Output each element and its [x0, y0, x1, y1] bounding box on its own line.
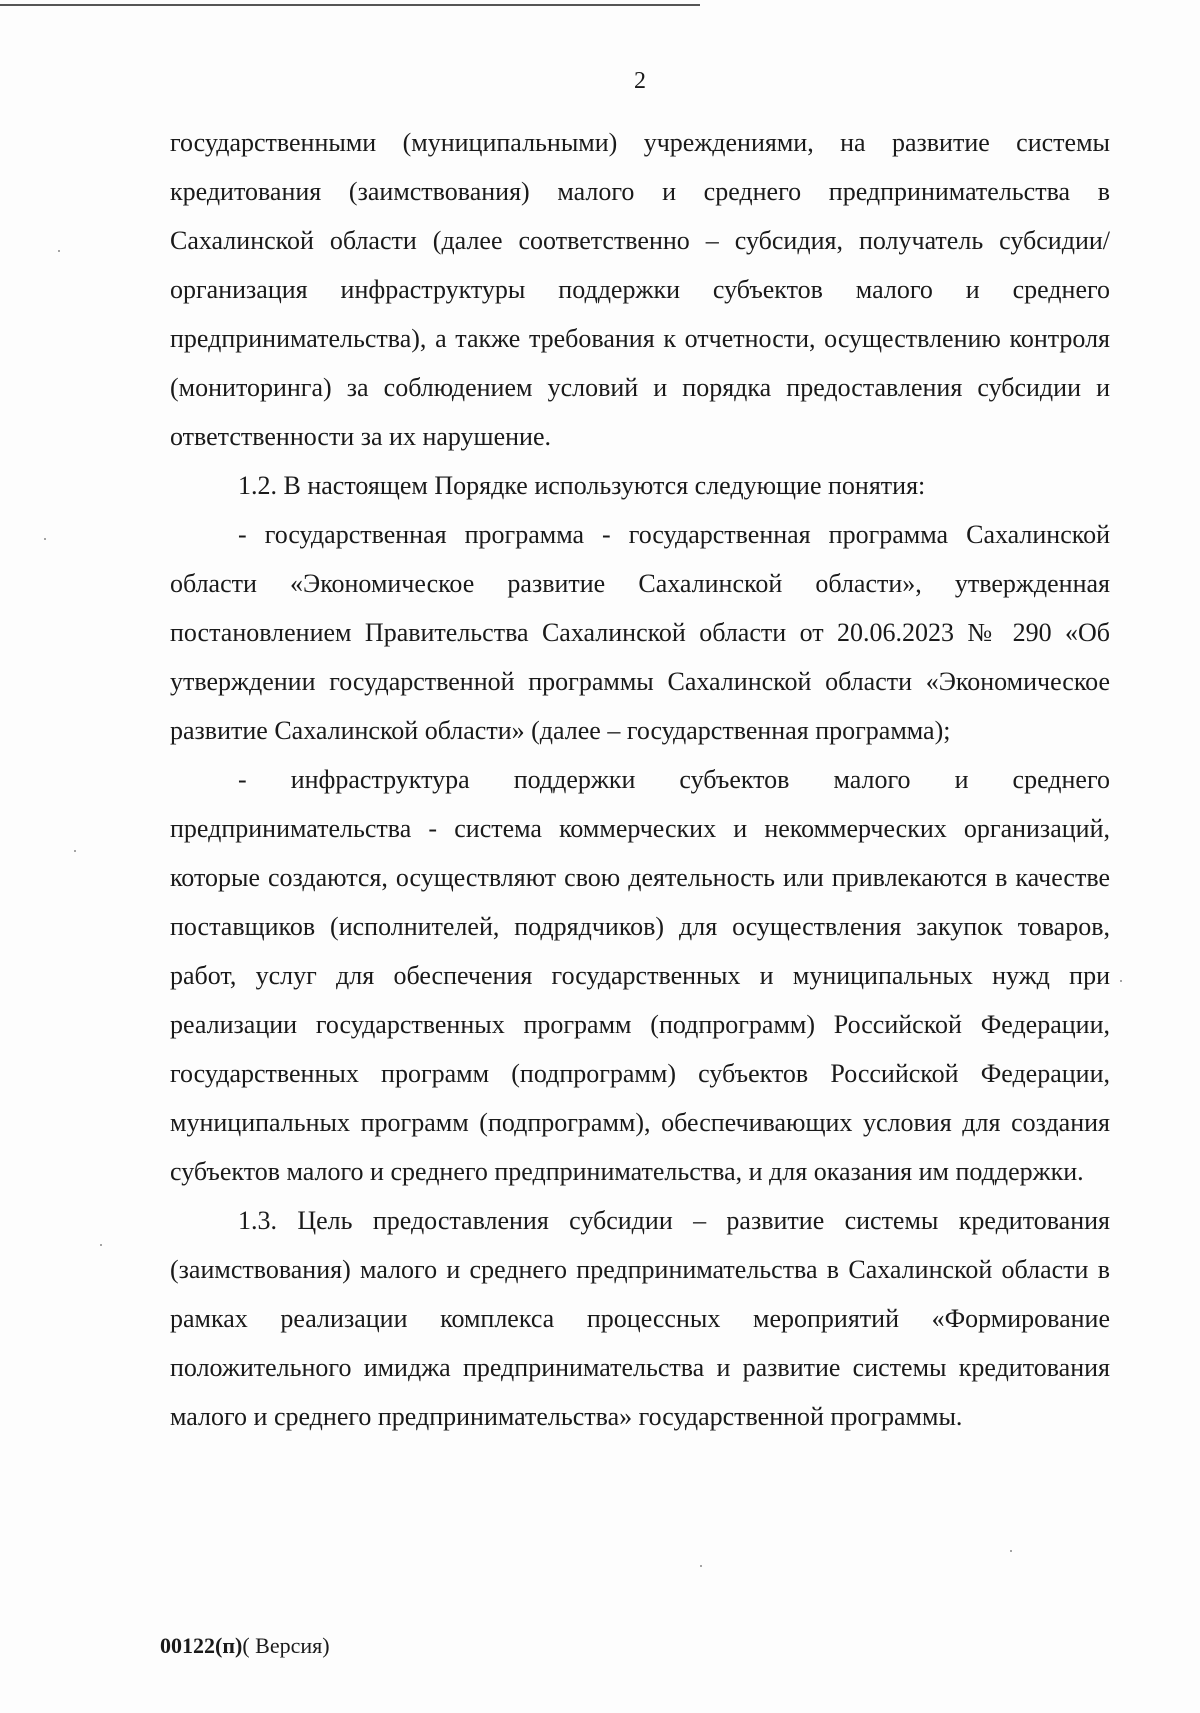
- paragraph-clause-1-2: 1.2. В настоящем Порядке используются следующие понятия:: [238, 471, 926, 500]
- scan-speck: [74, 850, 76, 852]
- paragraph-clause-1-3: 1.3. Цель предоставления субсидии – развитие системы кредитования (заимствования) малого и среднего предпринимательства в Сахалинской области в рамках реализации комплекса процессных мероприятий «Формирование положительного имиджа предпринимательства и развитие системы кредитования малого и среднего предпринимательства» государственной программы.: [170, 1206, 1110, 1431]
- scan-speck: [58, 250, 60, 252]
- document-version: ( Версия): [242, 1633, 330, 1658]
- paragraph-definition-state-program: - государственная программа - государственная программа Сахалинской области «Экономическое развитие Сахалинской области», утвержденная постановлением Правительства Сахалинской области от 20.06.2023 № 290 «Об утверждении государственной программы Сахалинской области «Экономическое развитие Сахалинской области» (далее – государственная программа);: [170, 520, 1110, 745]
- page-number: 2: [634, 68, 646, 94]
- document-footer: [160, 1632, 330, 1660]
- paragraph-continuation: государственными (муниципальными) учреждениями, на развитие системы кредитования (заимствования) малого и среднего предпринимательства в Сахалинской области (далее соответственно – субсидия, получатель субсидии/организация инфраструктуры поддержки субъектов малого и среднего предпринимательства), а также требования к отчетности, осуществлению контроля (мониторинга) за соблюдением условий и порядка предоставления субсидии и ответственности за их нарушение.: [170, 128, 1110, 451]
- document-body: [170, 118, 1110, 1441]
- scan-speck: [700, 1565, 702, 1567]
- scan-speck: [1120, 980, 1122, 982]
- scan-speck: [1010, 1550, 1012, 1552]
- scan-speck: [44, 538, 46, 540]
- scan-speck: [100, 1244, 102, 1246]
- scan-edge-line: [0, 4, 700, 6]
- document-code: 00122(п): [160, 1633, 243, 1658]
- paragraph-definition-infrastructure: - инфраструктура поддержки субъектов малого и среднего предпринимательства - система коммерческих и некоммерческих организаций, которые создаются, осуществляют свою деятельность или привлекаются в качестве поставщиков (исполнителей, подрядчиков) для осуществления закупок товаров, работ, услуг для обеспечения государственных и муниципальных нужд при реализации государственных программ (подпрограмм) Российской Федерации, государственных программ (подпрограмм) субъектов Российской Федерации, муниципальных программ (подпрограмм), обеспечивающих условия для создания субъектов малого и среднего предпринимательства, и для оказания им поддержки.: [170, 765, 1110, 1186]
